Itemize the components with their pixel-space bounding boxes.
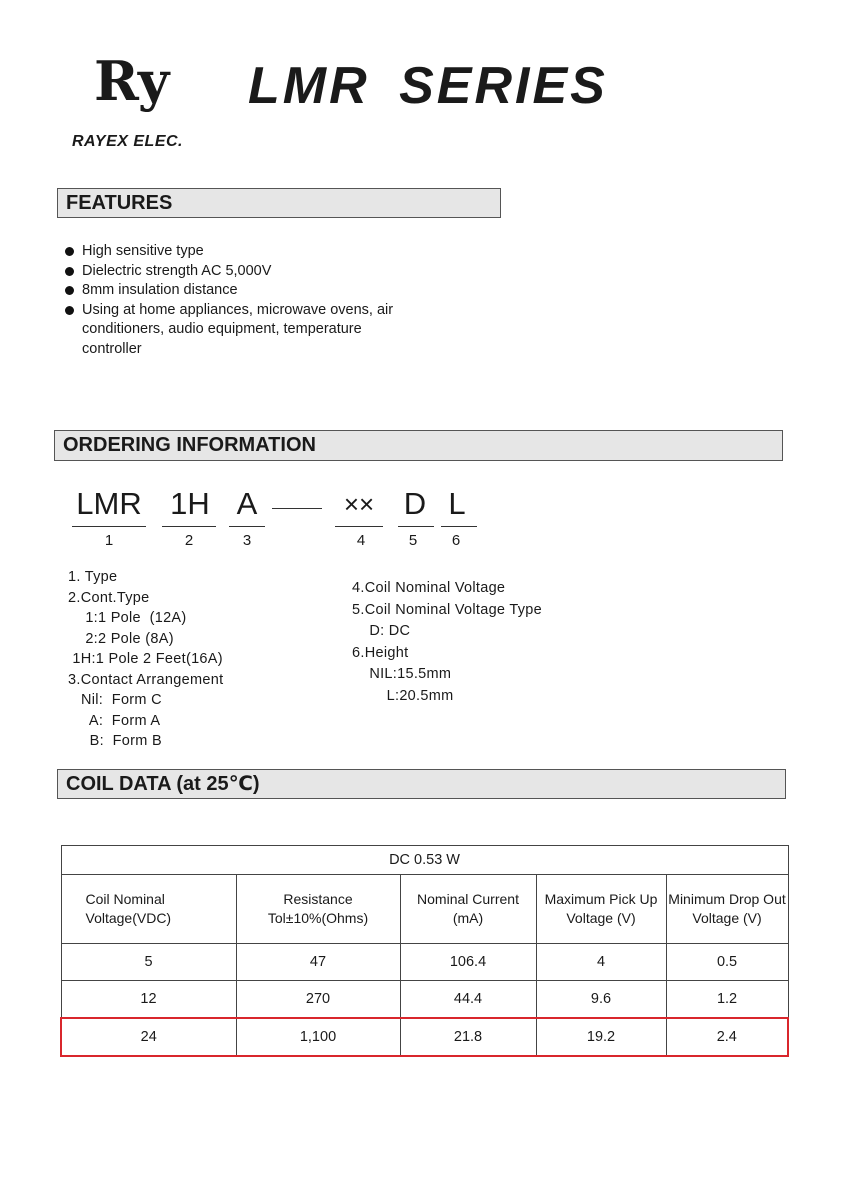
table-header-row xyxy=(61,875,788,944)
legend-line: 1. Type xyxy=(68,569,118,585)
features-list xyxy=(64,242,412,359)
code-number: 4 xyxy=(356,532,366,549)
table-cell: 4 xyxy=(536,944,666,981)
table-cell: 19.2 xyxy=(536,1018,666,1056)
legend-line: 3.Contact Arrangement xyxy=(68,671,224,688)
table-cell: 1,100 xyxy=(236,1018,400,1056)
table-caption-row xyxy=(61,846,788,875)
ordering-heading: ORDERING INFORMATION xyxy=(54,430,783,461)
table-row xyxy=(61,981,788,1019)
legend-line: 1H:1 Pole 2 Feet(16A) xyxy=(68,651,223,667)
column-header: Minimum Drop Out Voltage (V) xyxy=(666,875,788,944)
table-caption: DC 0.53 W xyxy=(61,846,788,875)
legend-line: 4.Coil Nominal Voltage xyxy=(352,580,506,596)
rayex-logo xyxy=(92,52,172,116)
code-number: 5 xyxy=(408,532,418,549)
coil-data-heading: COIL DATA (at 25℃) xyxy=(57,769,786,799)
table-cell: 21.8 xyxy=(400,1018,536,1056)
table-cell: 0.5 xyxy=(666,944,788,981)
code-underline xyxy=(229,526,265,527)
legend-line: A: Form A xyxy=(68,712,161,729)
legend-line: 2.Cont.Type xyxy=(68,589,150,606)
legend-line: Nil: Form C xyxy=(68,692,162,708)
code-dash xyxy=(272,508,322,509)
legend-line: 6.Height xyxy=(352,644,409,661)
code-underline xyxy=(398,526,434,527)
coil-data-table xyxy=(60,845,789,1057)
ordering-legend-right xyxy=(352,578,542,707)
table-cell: 5 xyxy=(61,944,236,981)
table-cell: 106.4 xyxy=(400,944,536,981)
legend-line: 2:2 Pole (8A) xyxy=(68,630,174,647)
code-number: 6 xyxy=(451,532,461,549)
code-number: 3 xyxy=(242,532,252,549)
table-cell: 24 xyxy=(61,1018,236,1056)
table-cell: 9.6 xyxy=(536,981,666,1019)
column-header: Maximum Pick Up Voltage (V) xyxy=(536,875,666,944)
table-cell: 47 xyxy=(236,944,400,981)
table-row xyxy=(61,944,788,981)
table-cell: 12 xyxy=(61,981,236,1019)
ordering-legend-left xyxy=(68,567,223,752)
legend-line: D: DC xyxy=(352,623,411,639)
table-row-highlighted xyxy=(61,1018,788,1056)
code-part-type: LMR xyxy=(76,486,142,521)
list-item: High sensitive type xyxy=(64,242,412,262)
list-item: Using at home appliances, microwave ovens, air conditioners, audio equipment, temperature controller xyxy=(64,301,412,360)
code-number: 1 xyxy=(104,532,114,549)
code-part-voltage: ×× xyxy=(343,489,375,519)
legend-line: NIL:15.5mm xyxy=(352,666,452,682)
table-cell: 1.2 xyxy=(666,981,788,1019)
features-heading: FEATURES xyxy=(57,188,501,218)
legend-line: 5.Coil Nominal Voltage Type xyxy=(352,601,542,618)
code-part-height: L xyxy=(448,486,466,521)
code-part-cont-type: 1H xyxy=(170,486,210,521)
table-cell: 270 xyxy=(236,981,400,1019)
legend-line: L:20.5mm xyxy=(352,687,454,704)
column-header: Nominal Current (mA) xyxy=(400,875,536,944)
column-header: Coil Nominal Voltage(VDC) xyxy=(61,875,236,944)
code-part-voltage-type: D xyxy=(403,486,427,521)
legend-line: B: Form B xyxy=(68,733,162,749)
list-item: 8mm insulation distance xyxy=(64,281,412,301)
column-header: Resistance Tol±10%(Ohms) xyxy=(236,875,400,944)
code-underline xyxy=(335,526,383,527)
code-part-arrangement: A xyxy=(236,486,258,521)
legend-line: 1:1 Pole (12A) xyxy=(68,610,187,626)
table-cell: 2.4 xyxy=(666,1018,788,1056)
code-underline xyxy=(72,526,146,527)
table-cell: 44.4 xyxy=(400,981,536,1019)
code-underline xyxy=(162,526,216,527)
company-name: RAYEX ELEC. xyxy=(72,133,183,150)
svg-text:Ry: Ry xyxy=(94,52,170,113)
code-underline xyxy=(441,526,477,527)
list-item: Dielectric strength AC 5,000V xyxy=(64,262,412,282)
page-title: LMR SERIES xyxy=(248,57,608,115)
code-number: 2 xyxy=(184,532,194,549)
